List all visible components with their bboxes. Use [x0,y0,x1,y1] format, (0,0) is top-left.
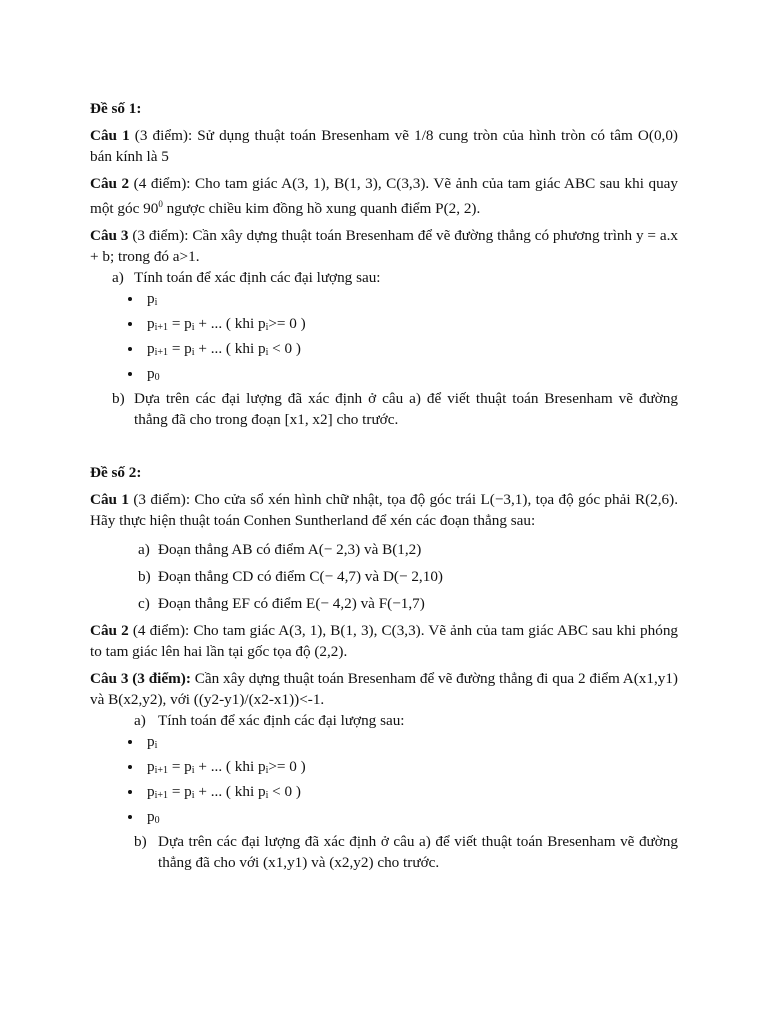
s1-q3-b-mark: b) [112,390,125,407]
s1-q3-intro [90,225,678,267]
exam-document [90,98,678,873]
s2-q3-intro [90,668,678,710]
s1-q3-label: Câu 3 [90,227,129,244]
s1-question-2 [90,173,678,219]
s1-q3-text: (3 điểm): Cần xây dựng thuật toán Bresenham để vẽ đường thẳng có phương trình y = a.x + b; trong đó a>1. [90,227,678,265]
s1-bullet-p0: $p_0$ [90,363,678,388]
s2-question-2 [90,620,678,662]
s2-q1-segment-list [90,539,678,614]
s2-question-3 [90,668,678,873]
s1-q2-text-before: (4 điểm): Cho tam giác A(3, 1), B(1, 3), C(3,3). Vẽ ảnh của tam giác ABC sau khi quay một góc 90 [90,175,678,217]
s1-bullet-pi1-ge: $p_{i+1} = p_i$ + ... ( khi $p_i>= 0$ ) [90,313,678,338]
s1-q3-b-text: Dựa trên các đại lượng đã xác định ở câu a) để viết thuật toán Bresenham vẽ đường thẳng đã cho trong đoạn [x1, x2] cho trước. [134,390,678,428]
s2-q1-text: (3 điểm): Cho cửa sổ xén hình chữ nhật, tọa độ góc trái L(−3,1), tọa độ góc phải R(2,6). Hãy thực hiện thuật toán Conhen Suntherland để xén các đoạn thẳng sau: [90,491,678,529]
s1-q2-label: Câu 2 [90,175,130,192]
s2-q1-item-c: c) Đoạn thẳng EF có điểm E(− 4,2) và F(−1,7) [138,595,425,612]
s2-q3-a-text: Tính toán để xác định các đại lượng sau: [158,712,405,729]
s2-q3-a-mark: a) [134,712,146,729]
s2-q2-label: Câu 2 [90,622,129,639]
s2-q1-label: Câu 1 [90,491,129,508]
s2-q3-bullet-list [90,731,678,831]
s1-q2-degree: 0 [158,199,163,209]
s2-q3-part-a [90,710,678,731]
s1-q3-part-b [90,388,678,430]
s2-q1-item-b: b) Đoạn thẳng CD có điểm C(− 4,7) và D(− 2,10) [138,568,443,585]
s1-q3-a-mark: a) [112,269,124,286]
section-1-title: Đề số 1: [90,100,142,117]
s2-q3-b-text: Dựa trên các đại lượng đã xác định ở câu a) để viết thuật toán Bresenham vẽ đường thẳng đã cho với (x1,y1) và (x2,y2) cho trước. [158,833,678,871]
s1-q2-text-after: ngược chiều kim đồng hồ xung quanh điểm P(2, 2). [162,200,481,217]
s2-bullet-p0: $p_0$ [90,806,678,831]
s2-bullet-pi: $p_i$ [90,731,678,756]
s2-bullet-pi1-ge: $p_{i+1} = p_i$ + ... ( khi $p_i>= 0$ ) [90,756,678,781]
s1-bullet-pi: $p_i$ [90,288,678,313]
s2-bullet-pi1-lt: $p_{i+1} = p_i$ + ... ( khi $p_i < 0$ ) [90,781,678,806]
s2-q3-label: Câu 3 (3 điểm): [90,670,191,687]
s1-question-1 [90,125,678,167]
s2-question-1 [90,489,678,531]
s1-q3-a-text: Tính toán để xác định các đại lượng sau: [134,269,381,286]
s2-q2-text: (4 điểm): Cho tam giác A(3, 1), B(1, 3), C(3,3). Vẽ ảnh của tam giác ABC sau khi phóng to tam giác lên hai lần tại gốc tọa độ (2,2). [90,622,679,660]
s2-q3-b-mark: b) [134,833,147,850]
s2-q3-part-b [90,831,678,873]
s1-q1-label: Câu 1 [90,127,130,144]
s1-q3-bullet-list [90,288,678,388]
section-2-title: Đề số 2: [90,464,142,481]
s1-q1-text: (3 điểm): Sử dụng thuật toán Bresenham vẽ 1/8 cung tròn của hình tròn có tâm O(0,0) bán kính là 5 [90,127,678,165]
s1-q3-part-a [90,267,678,288]
s1-bullet-pi1-lt: $p_{i+1} = p_i$ + ... ( khi $p_i < 0$ ) [90,338,678,363]
s1-question-3 [90,225,678,430]
s2-q1-item-a: a) Đoạn thẳng AB có điểm A(− 2,3) và B(1,2) [138,541,422,558]
s2-q3-text: Cần xây dựng thuật toán Bresenham để vẽ đường thẳng đi qua 2 điểm A(x1,y1) và B(x2,y2), với ((y2-y1)/(x2-x1))<-1. [90,670,678,708]
